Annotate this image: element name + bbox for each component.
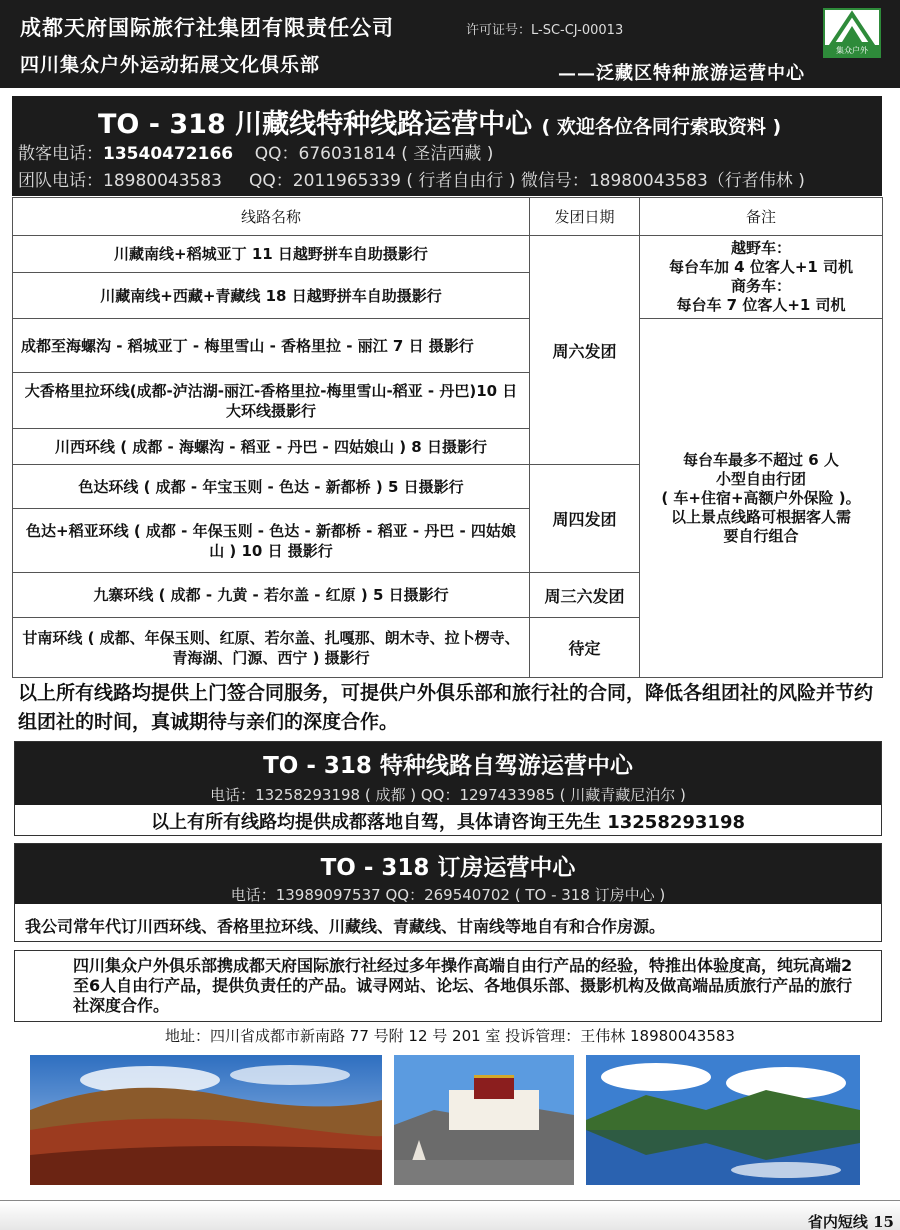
logo-text: 集众户外 bbox=[825, 45, 879, 56]
route-name: 甘南环线 ( 成都、年保玉则、红原、若尔盖、扎嘎那、朗木寺、拉卜楞寺、青海湖、门源、西宁 ) 摄影行 bbox=[13, 618, 530, 678]
company-name: 成都天府国际旅行社集团有限责任公司 bbox=[20, 15, 394, 40]
club-name: 四川集众户外运动拓展文化俱乐部 bbox=[20, 54, 321, 76]
departure-date: 周四发团 bbox=[530, 465, 640, 573]
main-title bbox=[98, 102, 781, 141]
contract-service-paragraph: 以上所有线路均提供上门签合同服务，可提供户外俱乐部和旅行社的合同，降低各组团社的风险并节约组团社的时间，真诚期待与亲们的深度合作。 bbox=[18, 682, 874, 733]
note-line: 小型自由行团 bbox=[715, 469, 806, 488]
booking-note: 我公司常年代订川西环线、香格里拉环线、川藏线、青藏线、甘南线等地自有和合作房源。 bbox=[25, 917, 666, 936]
route-name: 川藏南线+稻城亚丁 11 日越野拼车自助摄影行 bbox=[13, 236, 530, 273]
table-header-row bbox=[13, 198, 883, 236]
individual-phone: 13540472166 bbox=[103, 144, 234, 164]
vehicle-note bbox=[640, 236, 883, 319]
header-remarks: 备注 bbox=[640, 198, 883, 236]
header-banner bbox=[0, 0, 900, 88]
partner-block bbox=[14, 950, 882, 1022]
route-name: 川藏南线+西藏+青藏线 18 日越野拼车自助摄影行 bbox=[13, 273, 530, 319]
route-name: 大香格里拉环线(成都-泸沽湖-丽江-香格里拉-梅里雪山-稻亚 - 丹巴)10 日大环线摄影行 bbox=[13, 373, 530, 429]
page-footer bbox=[0, 1200, 900, 1230]
self-drive-title: TO - 318 特种线路自驾游运营中心 bbox=[263, 753, 633, 779]
individual-qq: QQ：676031814 ( 圣洁西藏 ) bbox=[254, 144, 494, 164]
individual-phone-label: 散客电话： bbox=[18, 144, 103, 164]
route-name: 色达环线 ( 成都 - 年宝玉则 - 色达 - 新都桥 ) 5 日摄影行 bbox=[13, 465, 530, 509]
self-drive-block bbox=[14, 741, 882, 836]
note-line: 越野车： bbox=[730, 239, 791, 257]
note-line: ( 车+住宿+高额户外保险 )。 bbox=[661, 488, 861, 507]
group-qq-wechat: QQ：2011965339 ( 行者自由行 ) 微信号：18980043583（行者伟林 ) bbox=[249, 171, 805, 191]
table-row bbox=[13, 319, 883, 373]
booking-title: TO - 318 订房运营中心 bbox=[320, 855, 576, 881]
group-contact-line bbox=[18, 166, 805, 191]
routes-table bbox=[12, 197, 883, 678]
partner-text: 四川集众户外俱乐部携成都天府国际旅行社经过多年操作高端自由行产品的经验，特推出体验度高，纯玩高端2至6人自由行产品，提供负责任的产品。诚寻网站、论坛、各地俱乐部、摄影机构及做高端品质旅行产品的旅行社深度合作。 bbox=[73, 956, 853, 1015]
page-number: 省内短线 15 bbox=[807, 1213, 894, 1230]
table-row bbox=[13, 236, 883, 273]
header-route-name: 线路名称 bbox=[13, 198, 530, 236]
palace-photo bbox=[394, 1055, 574, 1185]
header-departure-date: 发团日期 bbox=[530, 198, 640, 236]
address-line: 地址：四川省成都市新南路 77 号附 12 号 201 室 投诉管理：王伟林 18980043583 bbox=[165, 1027, 735, 1045]
route-name: 成都至海螺沟 - 稻城亚丁 - 梅里雪山 - 香格里拉 - 丽江 7 日 摄影行 bbox=[13, 319, 530, 373]
main-title-text: TO - 318 川藏线特种线路运营中心 bbox=[98, 109, 533, 140]
route-name: 色达+稻亚环线 ( 成都 - 年保玉则 - 色达 - 新都桥 - 稻亚 - 丹巴 - 四姑娘山 ) 10 日 摄影行 bbox=[13, 509, 530, 573]
note-line: 每台车加 4 位客人+1 司机 bbox=[668, 258, 854, 276]
note-line: 每台车 7 位客人+1 司机 bbox=[676, 296, 846, 314]
departure-date: 周六发团 bbox=[530, 236, 640, 465]
club-logo bbox=[823, 8, 881, 58]
individual-contact-line bbox=[18, 139, 493, 164]
self-drive-note: 以上有所有线路均提供成都落地自驾，具体请咨询王先生 13258293198 bbox=[150, 812, 746, 833]
mountain-logo-icon bbox=[825, 10, 879, 46]
main-center-block bbox=[12, 96, 882, 196]
license-number: 许可证号：L-SC-CJ-00013 bbox=[466, 23, 624, 38]
operation-center: ——泛藏区特种旅游运营中心 bbox=[558, 63, 805, 84]
departure-date: 待定 bbox=[530, 618, 640, 678]
note-line: 要自行组合 bbox=[723, 526, 799, 545]
route-name: 九寨环线 ( 成都 - 九黄 - 若尔盖 - 红原 ) 5 日摄影行 bbox=[13, 573, 530, 618]
route-name: 川西环线 ( 成都 - 海螺沟 - 稻亚 - 丹巴 - 四姑娘山 ) 8 日摄影行 bbox=[13, 429, 530, 465]
self-drive-banner bbox=[15, 742, 881, 805]
lake-mountain-photo bbox=[586, 1055, 860, 1185]
group-note bbox=[640, 319, 883, 678]
booking-contact: 电话：13989097537 QQ：269540702 ( TO - 318 订房中心 ) bbox=[230, 886, 666, 904]
main-subtitle: ( 欢迎各位各同行索取资料 ) bbox=[541, 116, 782, 138]
booking-block bbox=[14, 843, 882, 942]
note-line: 每台车最多不超过 6 人 bbox=[683, 450, 839, 469]
group-phone: 团队电话：18980043583 bbox=[18, 171, 222, 191]
departure-date: 周三六发团 bbox=[530, 573, 640, 618]
note-line: 商务车： bbox=[730, 277, 791, 295]
note-line: 以上景点线路可根据客人需 bbox=[670, 507, 851, 526]
grassland-monastery-photo bbox=[30, 1055, 382, 1185]
booking-banner bbox=[15, 844, 881, 904]
self-drive-contact: 电话：13258293198 ( 成都 ) QQ：1297433985 ( 川藏青藏尼泊尔 ) bbox=[210, 786, 686, 804]
